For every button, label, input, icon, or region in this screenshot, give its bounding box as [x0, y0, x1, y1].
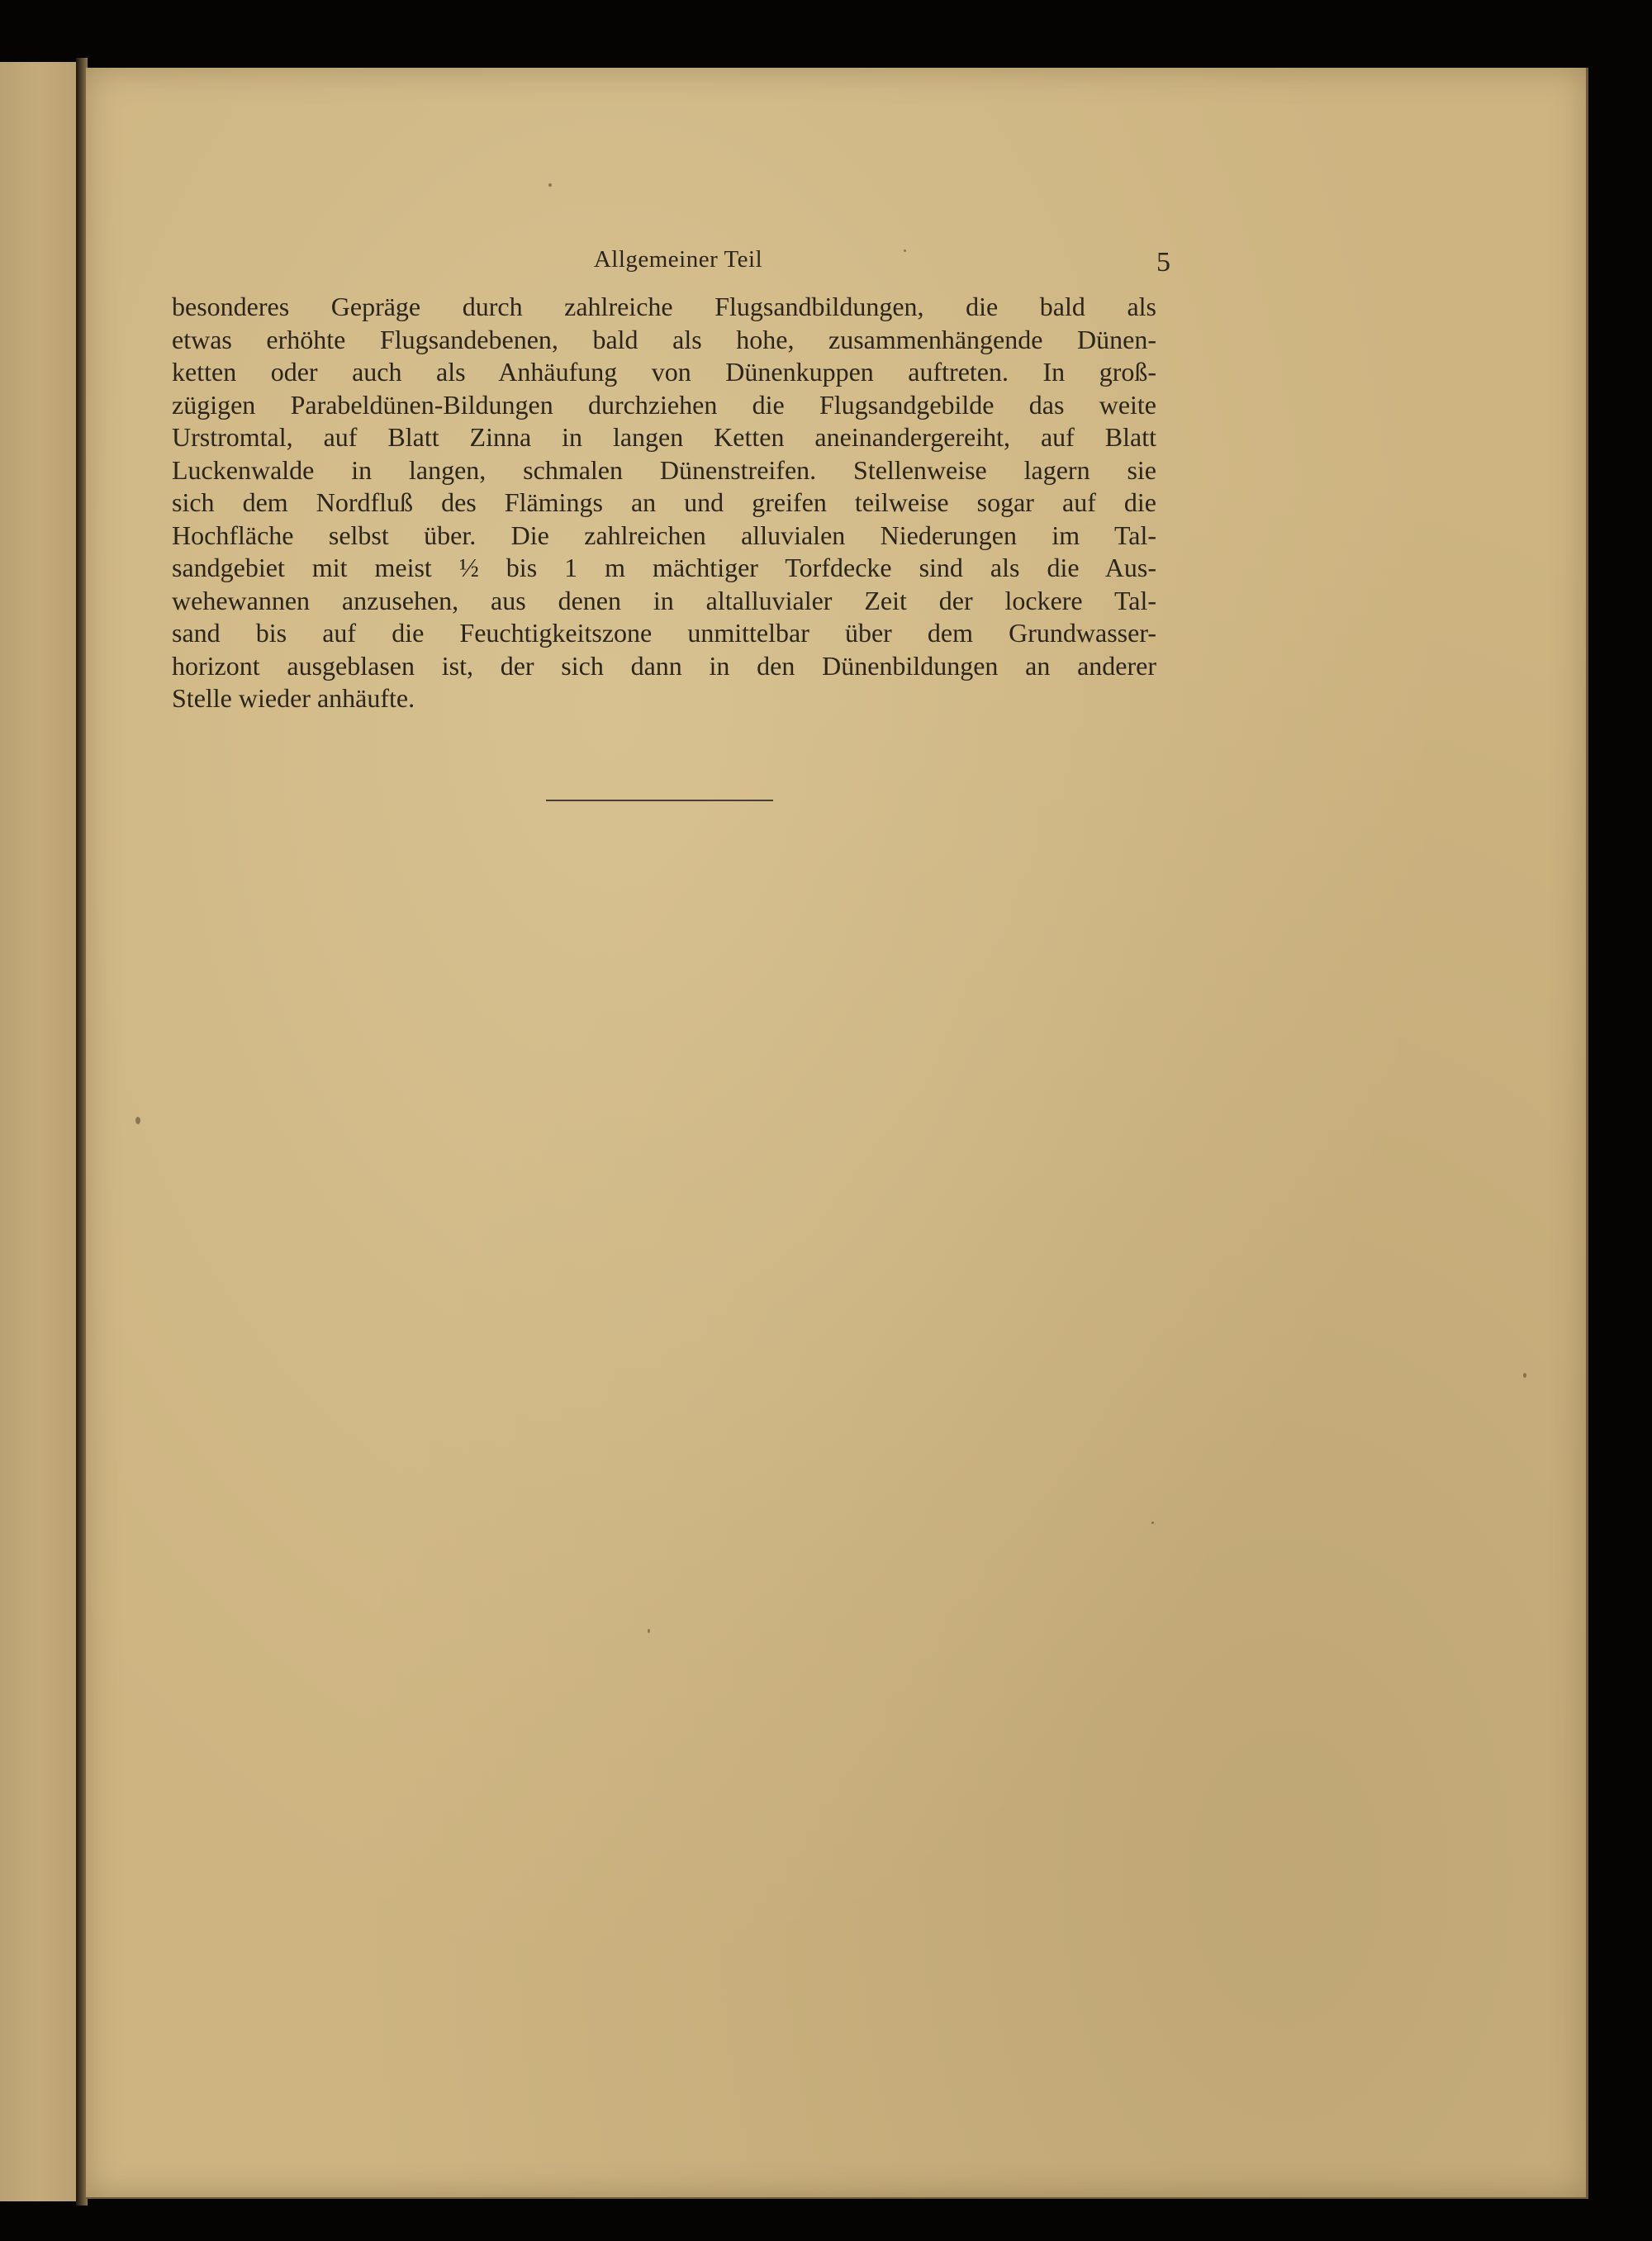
page-header	[186, 246, 1170, 279]
text-line: Urstromtal, auf Blatt Zinna in langen Ketten aneinandergereiht, auf Blatt	[172, 422, 1156, 452]
text-line: Hochfläche selbst über. Die zahlreichen alluvialen Niederungen im Tal-	[172, 520, 1156, 550]
running-title: Allgemeiner Teil	[593, 246, 763, 273]
text-line: Stelle wieder anhäufte.	[172, 683, 415, 713]
text-line: Luckenwalde in langen, schmalen Dünenstreifen. Stellenweise lagern sie	[172, 454, 1156, 485]
body-paragraph	[172, 291, 1156, 715]
paper-speck	[1523, 1373, 1526, 1378]
text-line: sich dem Nordfluß des Flämings an und greifen teilweise sogar auf die	[172, 487, 1156, 517]
paper-speck	[1151, 1522, 1154, 1524]
paper-speck	[548, 183, 552, 187]
text-line: wehewannen anzusehen, aus denen in altalluvialer Zeit der lockere Tal-	[172, 585, 1156, 615]
paper-speck	[648, 1629, 650, 1633]
page-number: 5	[1156, 247, 1170, 278]
text-line: etwas erhöhte Flugsandebenen, bald als hohe, zusammenhängende Dünen-	[172, 324, 1156, 354]
text-line: horizont ausgeblasen ist, der sich dann in den Dünenbildungen an anderer	[172, 650, 1156, 681]
text-line: besonderes Gepräge durch zahlreiche Flugsandbildungen, die bald als	[172, 292, 1156, 321]
paper-speck	[135, 1117, 140, 1124]
text-line: zügigen Parabeldünen-Bildungen durchziehen die Flugsandgebilde das weite	[172, 389, 1156, 420]
text-line: sand bis auf die Feuchtigkeitszone unmittelbar über dem Grundwasser-	[172, 618, 1156, 648]
text-line: ketten oder auch als Anhäufung von Dünenkuppen auftreten. In groß-	[172, 357, 1156, 387]
section-end-rule	[546, 800, 773, 801]
previous-page-edge	[0, 62, 78, 2201]
text-line: sandgebiet mit meist ½ bis 1 m mächtiger Torfdecke sind als die Aus-	[172, 553, 1156, 582]
